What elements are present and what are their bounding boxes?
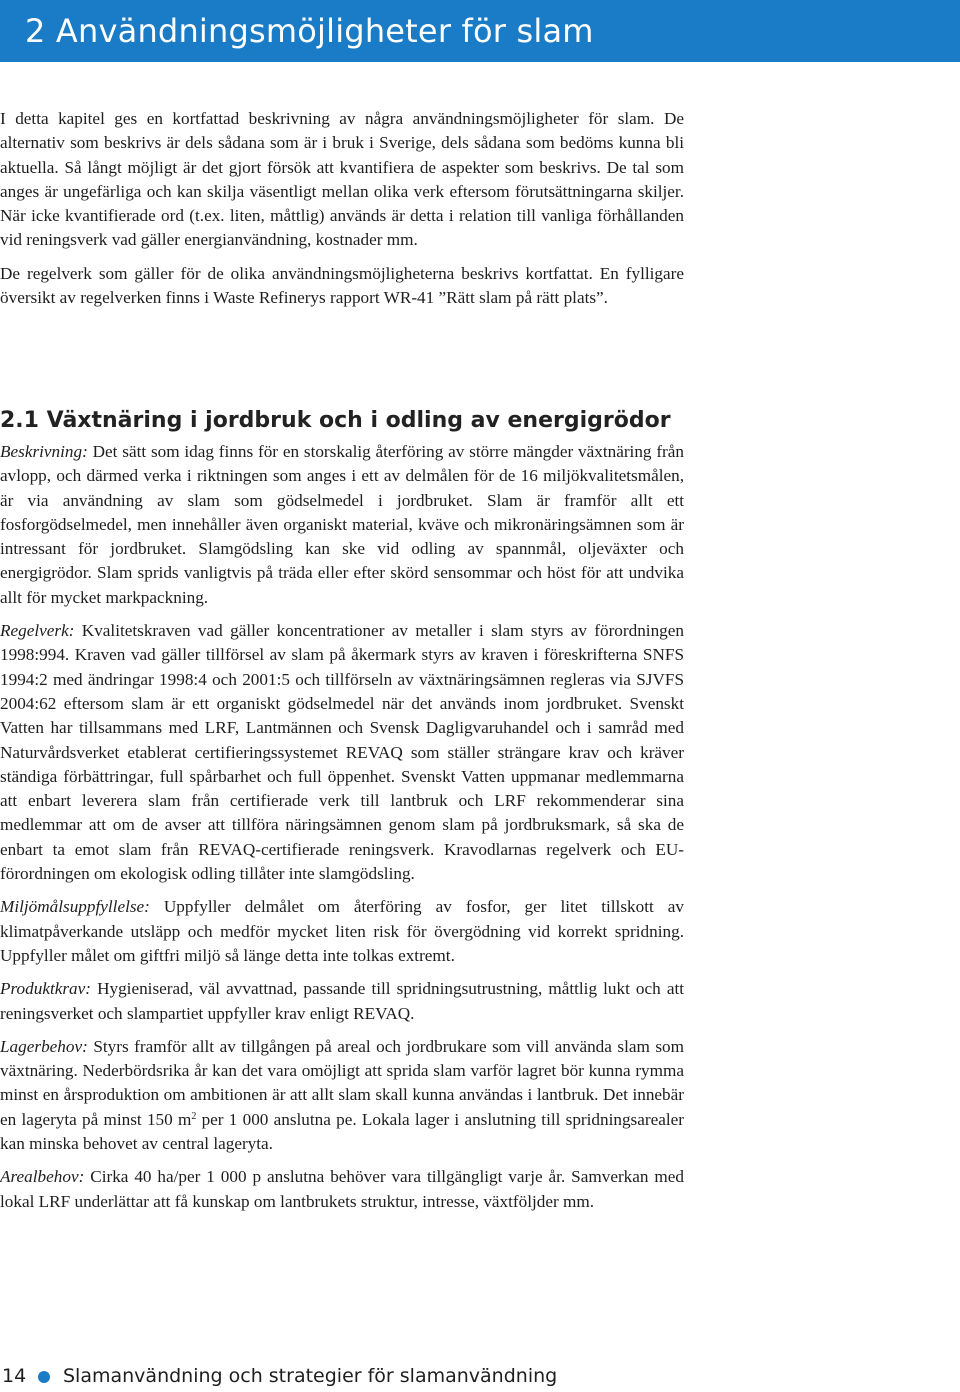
intro-paragraph-1: I detta kapitel ges en kortfattad beskrivning av några användningsmöjligheter för slam. De alternativ som beskrivs är dels sådana som är i bruk i Sverige, dels sådana som bedöms kunna bli aktuella. Så långt möjligt är det gjort försök att kvantifiera de aspekter som beskrivs. De tal som anges är ungefärliga och kan skilja väsentligt mellan olika verk eftersom förutsättningarna skiljer. När icke kvantifierade ord (t.ex. liten, måttlig) används är detta i relation till vanliga förhållanden vid reningsverk vad gäller energianvändning, kostnader mm. (0, 109, 684, 250)
produktkrav-text: Hygieniserad, väl avvattnad, passande till spridningsutrustning, måttlig lukt och att reningsverket och slampartiet uppfyller krav enligt REVAQ. (0, 979, 684, 1023)
chapter-banner (0, 0, 960, 62)
arealbehov-label: Arealbehov: (0, 1167, 85, 1187)
lagerbehov-text-b: per 1 000 anslutna pe. Lokala lager i anslutning till spridningsarealer kan minska behovet av central lageryta. (0, 1109, 684, 1154)
bullet-dot-icon (38, 1371, 50, 1383)
regelverk-label: Regelverk: (0, 621, 75, 641)
section-heading: 2.1 Växtnäring i jordbruk och i odling av energigrödor (0, 408, 671, 433)
beskrivning-paragraph (0, 440, 684, 610)
arealbehov-paragraph (0, 1165, 684, 1214)
page-footer (0, 1363, 700, 1391)
section-body (0, 440, 684, 1223)
publication-title: Slamanvändning och strategier för slamanvändning (63, 1365, 558, 1387)
lagerbehov-text-a: Styrs framför allt av tillgången på areal och jordbrukare som vill använda slam som växtnäring. Nederbördsrika år kan det vara omöjligt att sprida slam varför lagret bör kunna rymma minst en årsproduktion om ambitionen är att allt slam skall kunna användas i lantbruk. Det innebär en lageryta på minst 150 m (0, 1036, 684, 1129)
lagerbehov-label: Lagerbehov: (0, 1036, 88, 1056)
lagerbehov-superscript: 2 (191, 1110, 197, 1122)
beskrivning-label: Beskrivning: (0, 442, 88, 461)
produktkrav-label: Produktkrav: (0, 979, 91, 999)
miljomal-paragraph (0, 895, 684, 968)
miljomal-label: Miljömålsuppfyllelse: (0, 897, 150, 917)
arealbehov-text: Cirka 40 ha/per 1 000 p anslutna behöver vara tillgängligt varje år. Samverkan med lokal LRF underlättar att få kunskap om lantbrukets struktur, intresse, växtföljder mm. (0, 1167, 684, 1211)
regelverk-text: Kvalitetskraven vad gäller koncentrationer av metaller i slam styrs av förordningen 1998:994. Kraven vad gäller tillförsel av slam på åkermark styrs av kraven i föreskrifterna SNFS 1994:2 med ändringar 1998:4 och 2001:5 och tillförseln av växtnäringsämnen regleras via SJVFS 2004:62 eftersom slam är ett organiskt gödselmedel när det används inom jordbruket. Svenskt Vatten har tillsammans med LRF, Lantmännen och Svensk Dagligvaruhandel och i samråd med Naturvårdsverket etablerat certifieringssystemet REVAQ som ställer strängare krav och kräver ständiga förbättringar, full spårbarhet och full öppenhet. Svenskt Vatten uppmanar medlemmarna att enbart leverera slam från certifierade verk till lantbruk och LRF rekommenderar sina medlemmar att om de avser att tillföra näringsämnen genom slam på jordbruksmark, så ska de enbart ta emot slam från REVAQ-certifierade reningsverk. Kravodlarnas regelverk och EU-förordningen om ekologisk odling tillåter inte slamgödsling. (0, 621, 684, 884)
chapter-title: 2 Användningsmöjligheter för slam (25, 12, 594, 50)
intro-text (0, 107, 684, 319)
page-number: 14 (2, 1365, 27, 1387)
lagerbehov-paragraph (0, 1035, 684, 1156)
produktkrav-paragraph (0, 977, 684, 1026)
intro-paragraph-2: De regelverk som gäller för de olika användningsmöjligheterna beskrivs kortfattat. En fylligare översikt av regelverken finns i Waste Refinerys rapport WR-41 ”Rätt slam på rätt plats”. (0, 263, 684, 308)
beskrivning-text: Det sätt som idag finns för en storskalig återföring av större mängder växtnäring från avlopp, och därmed verka i riktningen som anges i ett av delmålen för de 16 miljökvalitetsmålen, är via användning av slam som gödselmedel i jordbruket. Slam är framför allt ett fosforgödselmedel, men innehåller även organiskt material, kväve och mikronäringsämnen som är intressant för jordbruket. Slamgödsling kan ske vid odling av spannmål, oljeväxter och energigrödor. Slam sprids vanligtvis på träda eller efter skörd sensommar och höst för att undvika allt för mycket markpackning. (0, 442, 684, 607)
miljomal-text: Uppfyller delmålet om återföring av fosfor, ger litet tillskott av klimatpåverkande utsläpp och medför mycket liten risk för övergödning vid korrekt spridning. Uppfyller målet om giftfri miljö så länge detta inte tolkas extremt. (0, 897, 684, 965)
regelverk-paragraph (0, 619, 684, 886)
